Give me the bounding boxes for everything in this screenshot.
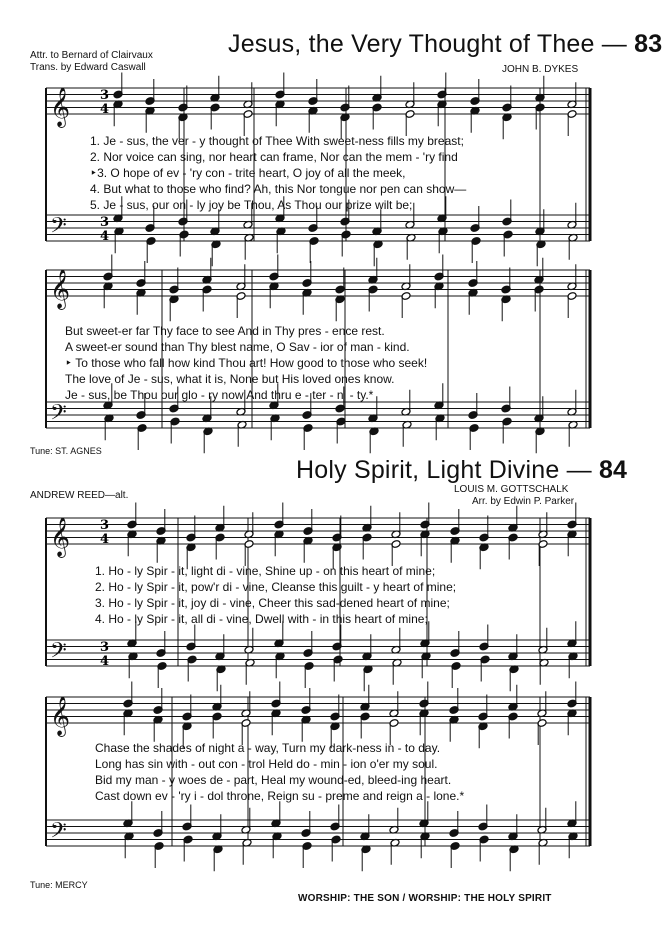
hymn-83-composer: JOHN B. DYKES	[502, 64, 579, 75]
verse-line: 4. Ho - ly Spir - it, all di - vine, Dwell with - in this heart of mine;	[95, 612, 428, 626]
time-signature-bottom: 4	[100, 532, 110, 547]
treble-clef-icon: 𝄞	[50, 87, 71, 127]
hymn-84-tune: Tune: MERCY	[30, 880, 88, 890]
verse-line: Bid my man - y woes de - part, Heal my wound-ed, bleed-ing heart.	[95, 773, 452, 787]
time-signature-bottom: 4	[100, 654, 110, 669]
verse-line: 2. Nor voice can sing, nor heart can frame, Nor can the mem - 'ry find	[90, 150, 458, 164]
bass-clef-icon: 𝄢	[50, 818, 67, 849]
treble-clef-icon: 𝄞	[50, 517, 71, 557]
hymn-84-composer: LOUIS M. GOTTSCHALK	[454, 484, 569, 495]
hymn-84-arranger: Arr. by Edwin P. Parker	[472, 496, 575, 507]
time-signature-top: 3	[100, 215, 110, 230]
verse-line: Cast down ev - 'ry i - dol throne, Reign su - preme and reign a - lone.*	[95, 789, 465, 803]
time-signature-top: 3	[100, 518, 110, 533]
verse-line: ‣3. O hope of ev - 'ry con - trite heart, O joy of all the meek,	[90, 166, 406, 180]
verse-line: 1. Ho - ly Spir - it, light di - vine, Shine up - on this heart of mine;	[95, 564, 436, 578]
hymn-84-number: 84	[598, 456, 628, 484]
treble-clef-icon: 𝄞	[50, 696, 71, 736]
verse-line: 5. Je - sus, our on - ly joy be Thou, As Thou our prize wilt be;	[90, 198, 413, 212]
hymn-83-lyrics-2	[65, 323, 427, 403]
verse-line: 4. But what to those who find? Ah, this Nor tongue nor pen can show—	[90, 182, 467, 196]
verse-line: Long has sin with - out con - trol Held do - min - ion o'er my soul.	[95, 757, 438, 771]
hymn-83-tune: Tune: ST. AGNES	[30, 446, 102, 456]
hymn-84-title: Holy Spirit, Light Divine — 84	[296, 456, 628, 484]
verse-line: 3. Ho - ly Spir - it, joy di - vine, Cheer this sad-dened heart of mine;	[95, 596, 450, 610]
time-signature-top: 3	[100, 88, 110, 103]
verse-line: Je - sus, be Thou our glo - ry now And thru e - ter - ni - ty.*	[65, 388, 374, 402]
time-signature-bottom: 4	[100, 229, 110, 244]
hymn-83-title: Jesus, the Very Thought of Thee — 83	[228, 30, 662, 58]
bass-clef-icon: 𝄢	[50, 400, 67, 431]
verse-line: The love of Je - sus, what it is, None but His loved ones know.	[65, 372, 395, 386]
verse-line: A sweet-er sound than Thy blest name, O Sav - ior of man - kind.	[65, 340, 410, 354]
hymn-84-lyrics-2	[95, 740, 464, 804]
hymn-83-number: 83	[634, 30, 662, 58]
hymn-84-author: ANDREW REED—alt.	[30, 490, 129, 501]
bass-clef-icon: 𝄢	[50, 213, 67, 244]
verse-line: ‣ To those who fall how kind Thou art! How good to those who seek!	[65, 356, 428, 370]
time-signature-top: 3	[100, 640, 110, 655]
hymn-83-translator: Trans. by Edward Caswall	[30, 62, 146, 73]
time-signature-bottom: 4	[100, 102, 110, 117]
page-footer: WORSHIP: THE SON / WORSHIP: THE HOLY SPIRIT	[298, 893, 552, 904]
hymn-83-lyrics-1	[90, 133, 466, 213]
verse-line: 2. Ho - ly Spir - it, pow'r di - vine, Cleanse this guilt - y heart of mine;	[95, 580, 457, 594]
bass-clef-icon: 𝄢	[50, 638, 67, 669]
hymn-83-author: Attr. to Bernard of Clairvaux	[30, 50, 153, 61]
verse-line: Chase the shades of night a - way, Turn my dark-ness in - to day.	[95, 741, 441, 755]
treble-clef-icon: 𝄞	[50, 269, 71, 309]
hymn-84-lyrics-1	[95, 563, 456, 627]
verse-line: But sweet-er far Thy face to see And in Thy pres - ence rest.	[65, 324, 385, 338]
verse-line: 1. Je - sus, the ver - y thought of Thee With sweet-ness fills my breast;	[90, 134, 464, 148]
